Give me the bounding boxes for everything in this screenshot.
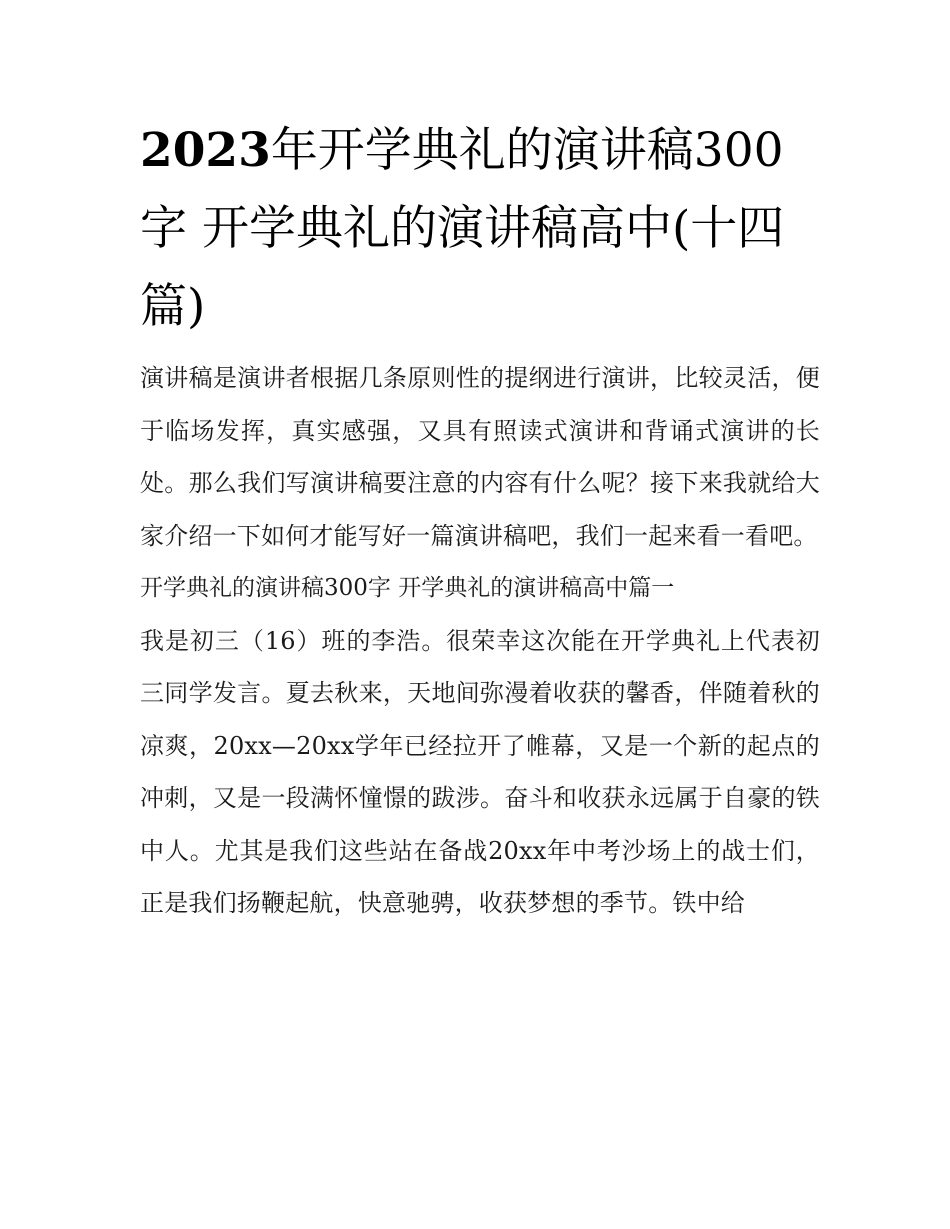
document-title-year: 2023 bbox=[140, 123, 271, 178]
document-title-text: 年开学典礼的演讲稿300字 开学典礼的演讲稿高中(十四篇) bbox=[140, 123, 785, 334]
intro-paragraph: 演讲稿是演讲者根据几条原则性的提纲进行演讲，比较灵活，便于临场发挥，真实感强，又具有照读式演讲和背诵式演讲的长处。那么我们写演讲稿要注意的内容有什么呢？接下来我就给大家介绍一下如何才能写好一篇演讲稿吧，我们一起来看一看吧。 bbox=[140, 364, 820, 550]
section-heading: 开学典礼的演讲稿300字 开学典礼的演讲稿高中篇一 bbox=[140, 575, 675, 601]
section-paragraph: 我是初三（16）班的李浩。很荣幸这次能在开学典礼上代表初三同学发言。夏去秋来，天地间弥漫着收获的馨香，伴随着秋的凉爽，20xx—20xx学年已经拉开了帷幕，又是一个新的起点的冲刺，又是一段满怀憧憬的跋涉。奋斗和收获永远属于自豪的铁中人。尤其是我们这些站在备战20xx年中考沙场上的战士们，正是我们扬鞭起航，快意驰骋，收获梦想的季节。铁中给 bbox=[140, 626, 820, 917]
document-title bbox=[140, 112, 820, 346]
document-body bbox=[140, 352, 820, 930]
